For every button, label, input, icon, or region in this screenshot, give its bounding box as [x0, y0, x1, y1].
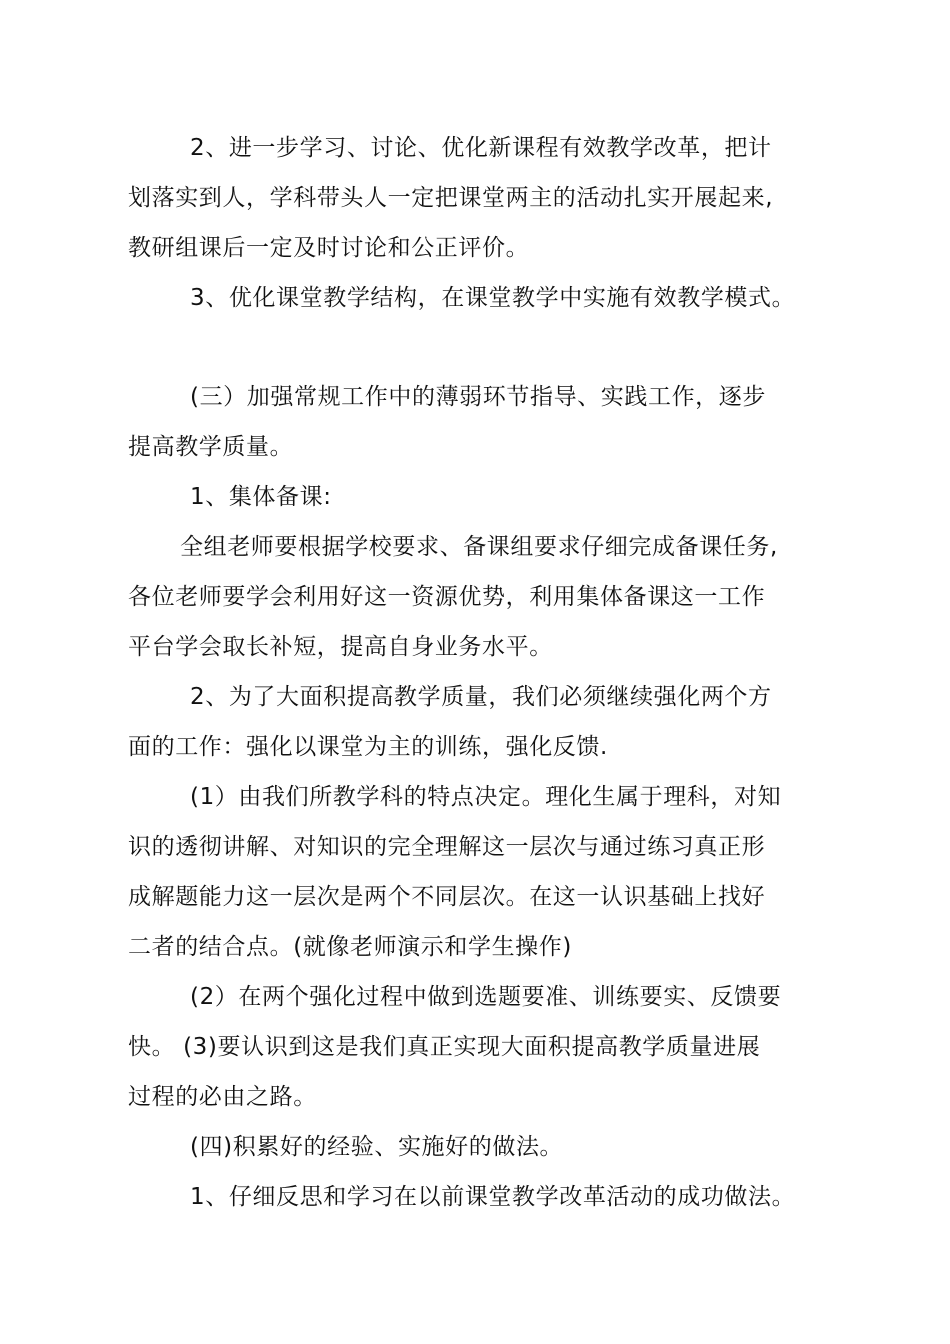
text-line: 1、仔细反思和学习在以前课堂教学改革活动的成功做法。 — [190, 1184, 796, 1210]
section-heading: (三）加强常规工作中的薄弱环节指导、实践工作，逐步 — [190, 384, 766, 410]
text-line: 全组老师要根据学校要求、备课组要求仔细完成备课任务, — [180, 534, 778, 560]
text-line: (2）在两个强化过程中做到选题要准、训练要实、反馈要 — [190, 984, 782, 1010]
text-line: 各位老师要学会利用好这一资源优势，利用集体备课这一工作 — [128, 584, 766, 610]
text-line: 平台学会取长补短，提高自身业务水平。 — [128, 634, 553, 660]
text-line: 识的透彻讲解、对知识的完全理解这一层次与通过练习真正形 — [128, 834, 766, 860]
text-line: 成解题能力这一层次是两个不同层次。在这一认识基础上找好 — [128, 884, 766, 910]
section-heading: (四)积累好的经验、实施好的做法。 — [190, 1134, 564, 1160]
text-line: 划落实到人，学科带头人一定把课堂两主的活动扎实开展起来, — [128, 185, 774, 211]
text-line: 2、进一步学习、讨论、优化新课程有效教学改革，把计 — [190, 135, 772, 161]
text-line: 过程的必由之路。 — [128, 1084, 317, 1110]
text-line: 二者的结合点。(就像老师演示和学生操作) — [128, 934, 572, 960]
text-line: 快。 (3)要认识到这是我们真正实现大面积提高教学质量进展 — [128, 1034, 761, 1060]
text-line: 面的工作：强化以课堂为主的训练，强化反馈. — [128, 734, 608, 760]
text-line: 3、优化课堂教学结构，在课堂教学中实施有效教学模式。 — [190, 285, 796, 311]
text-line: 提高教学质量。 — [128, 434, 294, 460]
text-line: 2、为了大面积提高教学质量，我们必须继续强化两个方 — [190, 684, 772, 710]
text-line: 1、集体备课: — [190, 484, 332, 510]
text-line: 教研组课后一定及时讨论和公正评价。 — [128, 235, 530, 261]
text-line: (1）由我们所教学科的特点决定。理化生属于理科，对知 — [190, 784, 782, 810]
